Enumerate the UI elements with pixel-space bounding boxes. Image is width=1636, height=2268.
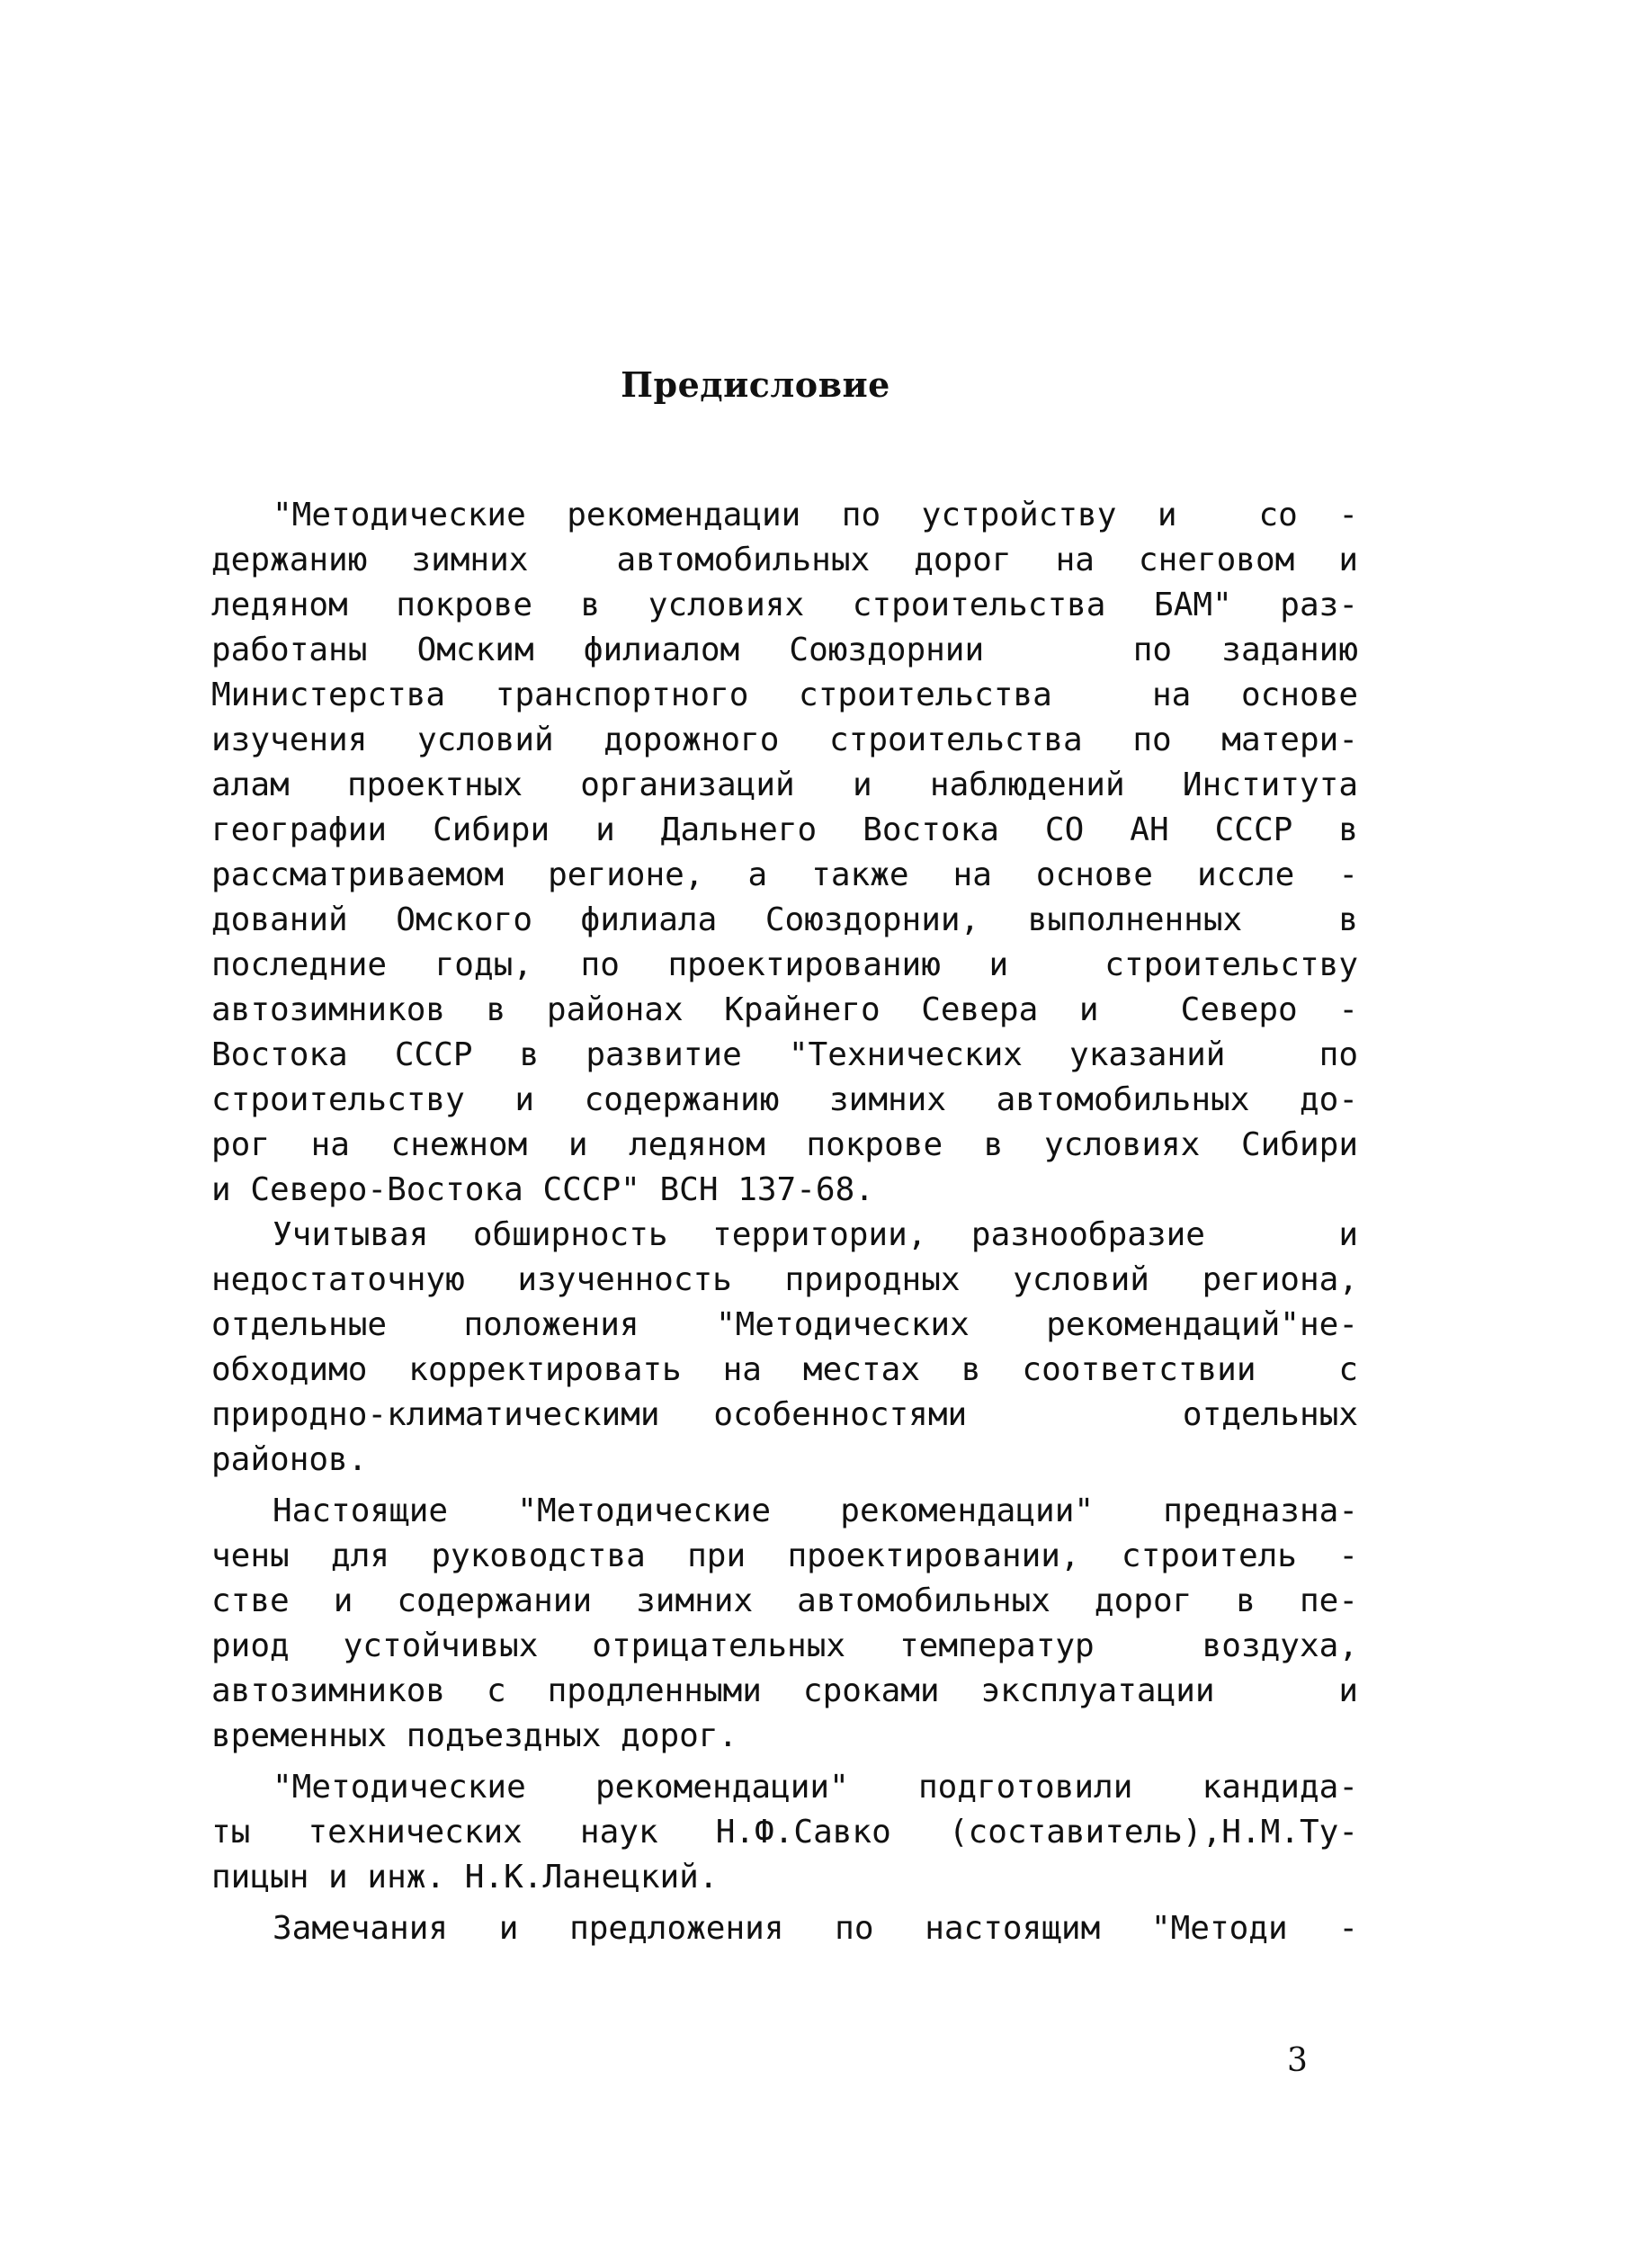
- text-line: держанию зимних автомобильных дорог на снеговом и: [211, 542, 1358, 578]
- text-line: географии Сибири и Дальнего Востока СО АН СССР в: [211, 811, 1358, 848]
- text-line: Настоящие "Методические рекомендации" предназна-: [273, 1493, 1358, 1529]
- text-line: чены для руководства при проектировании, строитель -: [211, 1537, 1358, 1574]
- text-line: дований Омского филиала Союздорнии, выполненных в: [211, 901, 1358, 938]
- page-title: Предисловие: [621, 364, 890, 405]
- text-line: природно-климатическими особенностями отдельных: [211, 1396, 1358, 1433]
- text-line: изучения условий дорожного строительства по матери-: [211, 722, 1358, 758]
- text-line: рассматриваемом регионе, а также на основе иссле -: [211, 856, 1358, 893]
- text-line: автозимников с продленными сроками эксплуатации и: [211, 1672, 1358, 1709]
- text-line: автозимников в районах Крайнего Севера и Северо -: [211, 991, 1358, 1028]
- text-line: Замечания и предложения по настоящим "Методи -: [273, 1910, 1358, 1947]
- text-line: алам проектных организаций и наблюдений Института: [211, 766, 1358, 803]
- text-line: работаны Омским филиалом Союздорнии по заданию: [211, 632, 1358, 668]
- text-line: обходимо корректировать на местах в соответствии с: [211, 1351, 1358, 1388]
- text-line: "Методические рекомендации по устройству и со -: [273, 497, 1358, 533]
- text-line: временных подъездных дорог.: [211, 1717, 738, 1754]
- text-line: рог на снежном и ледяном покрове в условиях Сибири: [211, 1126, 1358, 1163]
- text-line: районов.: [211, 1441, 368, 1478]
- page-number: 3: [1287, 2042, 1308, 2079]
- text-line: риод устойчивых отрицательных температур воздуха,: [211, 1627, 1358, 1664]
- text-line: последние годы, по проектированию и строительству: [211, 946, 1358, 983]
- text-line: строительству и содержанию зимних автомобильных до-: [211, 1081, 1358, 1118]
- text-line: и Северо-Востока СССР" ВСН 137-68.: [211, 1171, 874, 1208]
- text-line: недостаточную изученность природных условий региона,: [211, 1261, 1358, 1298]
- text-line: отдельные положения "Методических рекомендаций"не-: [211, 1306, 1358, 1343]
- text-line: ты технических наук Н.Ф.Савко (составитель),Н.М.Ту-: [211, 1814, 1358, 1851]
- text-line: Востока СССР в развитие "Технических указаний по: [211, 1036, 1358, 1073]
- text-line: стве и содержании зимних автомобильных дорог в пе-: [211, 1582, 1358, 1619]
- body-text: [211, 493, 1358, 1951]
- text-line: Министерства транспортного строительства на основе: [211, 677, 1358, 713]
- text-line: "Методические рекомендации" подготовили кандида-: [273, 1769, 1358, 1806]
- text-line: Учитывая обширность территории, разнообразие и: [273, 1216, 1358, 1253]
- text-line: ледяном покрове в условиях строительства БАМ" раз-: [211, 587, 1358, 623]
- text-line: пицын и инж. Н.К.Ланецкий.: [211, 1859, 719, 1896]
